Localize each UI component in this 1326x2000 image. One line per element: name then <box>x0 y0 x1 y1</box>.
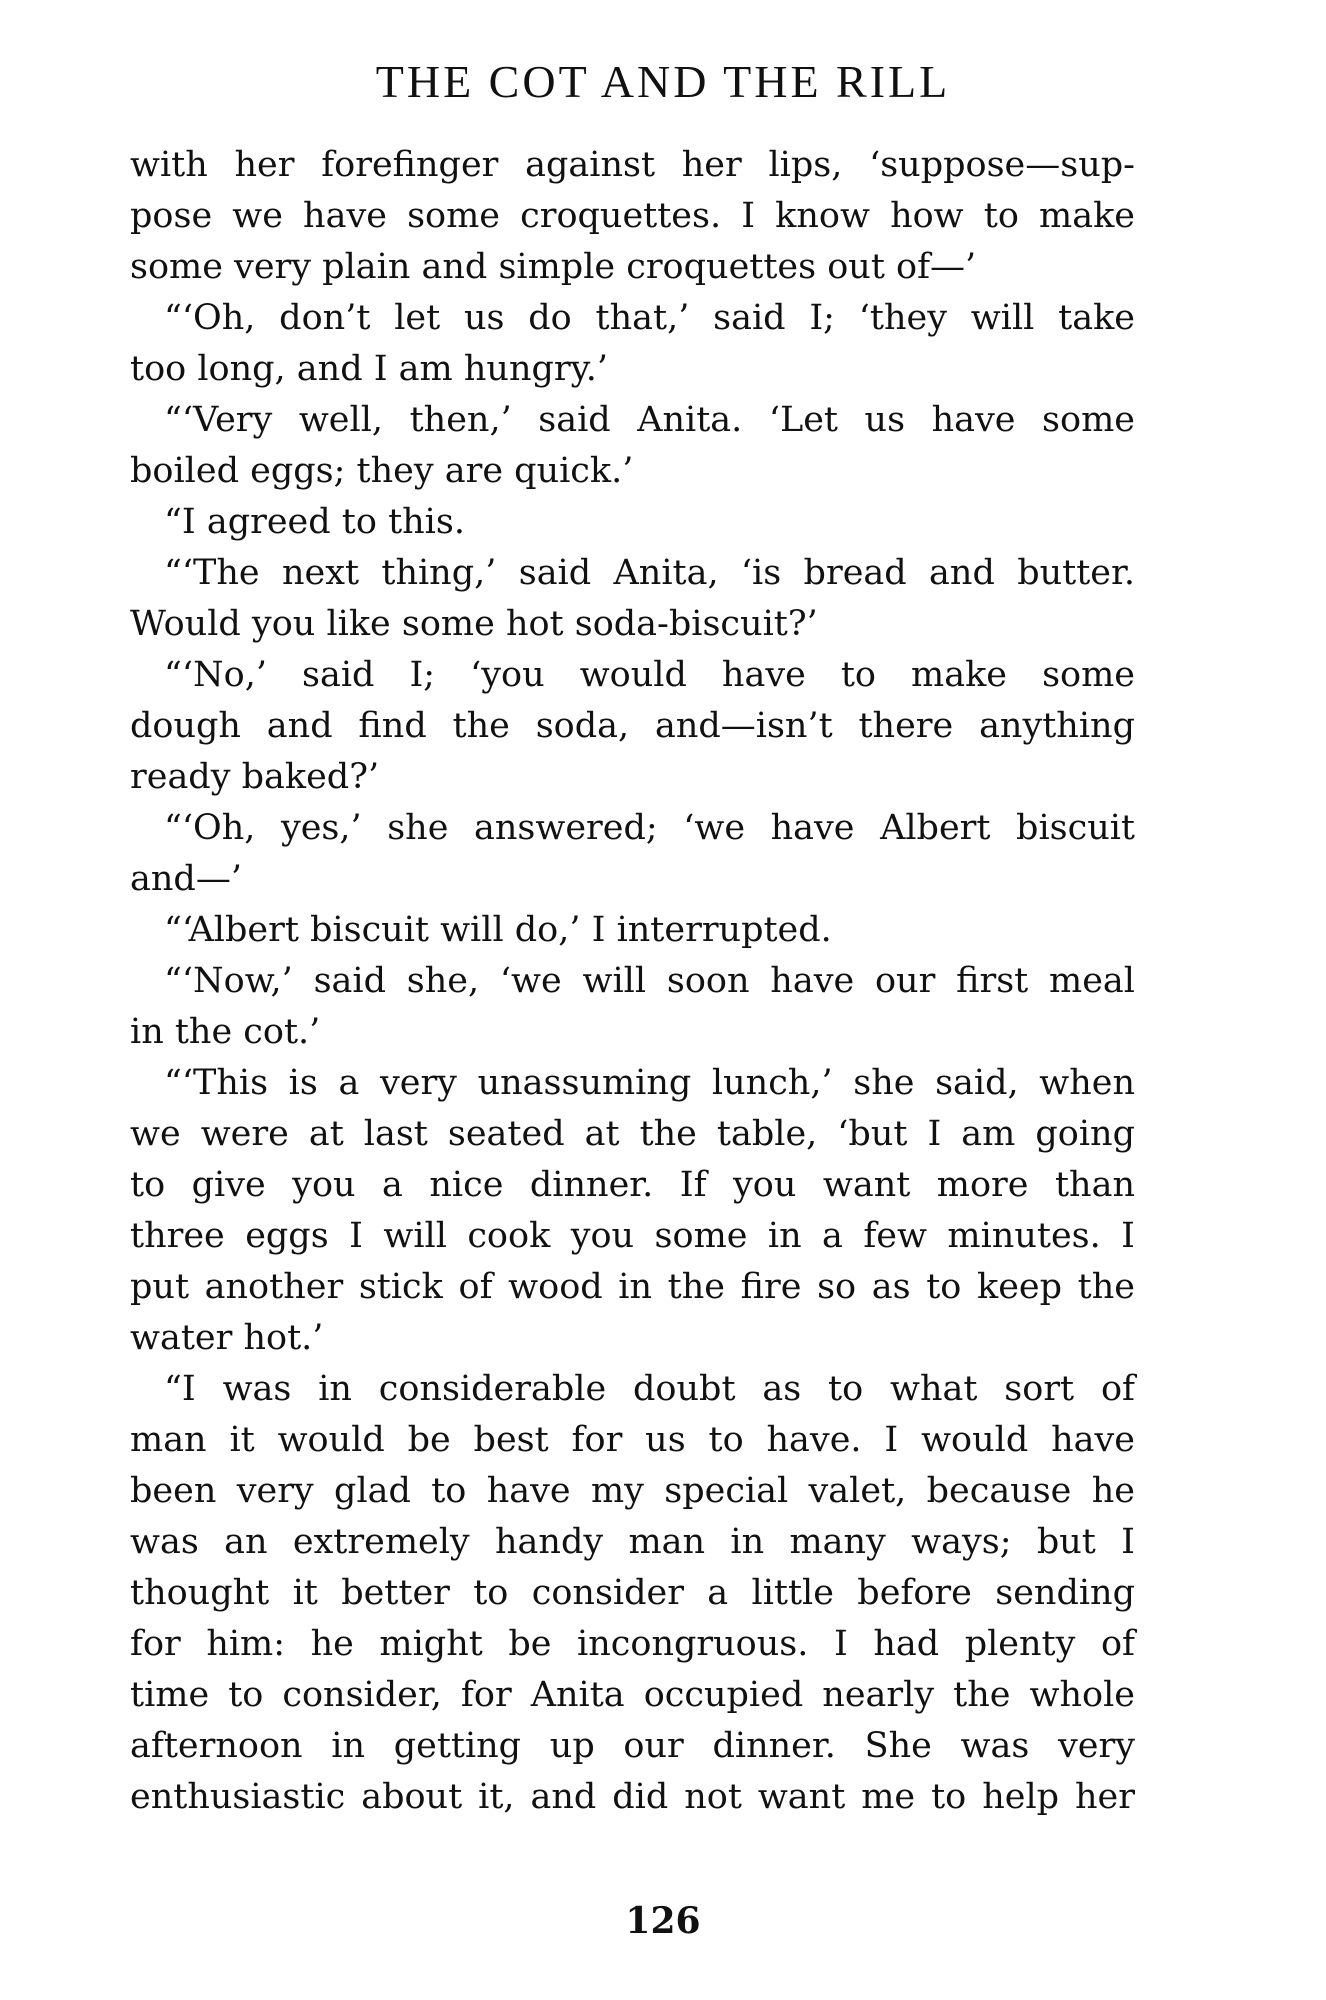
text-line: “‘The next thing,’ said Anita, ‘is bread and butter. <box>164 553 1135 593</box>
text-line: ready baked?’ <box>130 757 380 797</box>
text-line: “‘Oh, yes,’ she answered; ‘we have Albert biscuit <box>164 808 1135 848</box>
text-line: with her forefinger against her lips, ‘suppose—sup- <box>130 145 1135 185</box>
body-text <box>130 140 1135 1823</box>
text-line: to give you a nice dinner. If you want more than <box>130 1165 1135 1205</box>
text-line: time to consider, for Anita occupied nearly the whole <box>130 1675 1135 1715</box>
text-line: boiled eggs; they are quick.’ <box>130 451 634 491</box>
text-line: “‘Now,’ said she, ‘we will soon have our first meal <box>164 961 1135 1001</box>
text-line: enthusiastic about it, and did not want me to help her <box>130 1777 1135 1817</box>
text-line: been very glad to have my special valet, because he <box>130 1471 1135 1511</box>
text-line: “I agreed to this. <box>164 502 465 542</box>
text-line: man it would be best for us to have. I would have <box>130 1420 1135 1460</box>
text-line: “‘This is a very unassuming lunch,’ she said, when <box>164 1063 1135 1103</box>
text-line: three eggs I will cook you some in a few minutes. I <box>130 1216 1135 1256</box>
text-line: in the cot.’ <box>130 1012 321 1052</box>
text-line: some very plain and simple croquettes out of—’ <box>130 247 977 287</box>
text-line: dough and find the soda, and—isn’t there anything <box>130 706 1135 746</box>
text-line: too long, and I am hungry.’ <box>130 349 609 389</box>
text-line: afternoon in getting up our dinner. She was very <box>130 1726 1135 1766</box>
text-line: pose we have some croquettes. I know how to make <box>130 196 1135 236</box>
text-line: “‘Very well, then,’ said Anita. ‘Let us have some <box>164 400 1135 440</box>
page-number: 126 <box>625 1900 701 1942</box>
text-line: “I was in considerable doubt as to what sort of <box>164 1369 1135 1409</box>
text-line: thought it better to consider a little before sending <box>130 1573 1135 1613</box>
text-line: for him: he might be incongruous. I had plenty of <box>130 1624 1135 1664</box>
text-line: put another stick of wood in the fire so as to keep the <box>130 1267 1135 1307</box>
text-line: was an extremely handy man in many ways; but I <box>130 1522 1135 1562</box>
text-line: “‘Albert biscuit will do,’ I interrupted. <box>164 910 832 950</box>
text-line: Would you like some hot soda-biscuit?’ <box>130 604 818 644</box>
text-line: and—’ <box>130 859 242 899</box>
running-header: THE COT AND THE RILL <box>375 56 951 107</box>
text-line: we were at last seated at the table, ‘but I am going <box>130 1114 1135 1154</box>
text-line: “‘Oh, don’t let us do that,’ said I; ‘they will take <box>164 298 1135 338</box>
text-line: “‘No,’ said I; ‘you would have to make some <box>164 655 1135 695</box>
text-line: water hot.’ <box>130 1318 324 1358</box>
